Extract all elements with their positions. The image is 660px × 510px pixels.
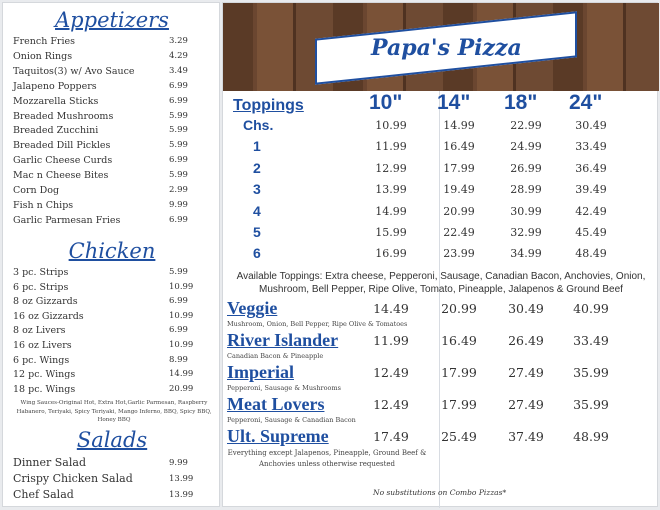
appetizers-item	[13, 95, 203, 108]
item-price: 6.99	[169, 155, 188, 166]
combo-price: 12.49	[373, 397, 409, 412]
price-cell: 30.49	[575, 119, 607, 132]
price-cell: 48.49	[575, 247, 607, 261]
combo-name: Ult. Supreme	[227, 426, 329, 446]
item-price: 9.99	[169, 199, 188, 210]
chicken-item	[13, 368, 203, 381]
combo-price: 27.49	[508, 397, 544, 412]
size-header: 24"	[569, 91, 603, 114]
price-cell: 26.99	[510, 161, 542, 175]
appetizers-item	[13, 139, 203, 152]
item-price: 10.99	[169, 340, 194, 350]
item-price: 5.99	[169, 140, 188, 151]
item-price: 5.99	[169, 267, 188, 277]
appetizers-item	[13, 110, 203, 123]
item-price: 6.99	[169, 214, 188, 225]
combo-price: 33.49	[573, 333, 609, 348]
price-cell: 16.49	[443, 140, 475, 154]
price-cell: 42.49	[575, 204, 607, 218]
price-cell: 13.99	[375, 183, 407, 197]
combo-description: Pepperoni, Sausage & Mushrooms	[227, 384, 341, 392]
combo-price: 17.49	[373, 429, 409, 444]
item-price: 2.99	[169, 185, 188, 195]
chicken-item	[13, 281, 203, 294]
appetizers-item	[13, 65, 203, 78]
price-cell: 24.99	[510, 140, 542, 154]
chicken-title: Chicken	[68, 239, 156, 263]
price-cell: 11.99	[375, 140, 407, 154]
combo-price: 35.99	[573, 397, 609, 412]
item-name: Chef Salad	[13, 488, 74, 501]
salads-title: Salads	[76, 428, 148, 452]
pizza-title: Papa's Pizza	[370, 35, 522, 61]
combo-description: Pepperoni, Sausage & Canadian Bacon	[227, 416, 356, 424]
combo-description: Mushroom, Onion, Bell Pepper, Ripe Olive & Tomatoes	[227, 320, 408, 328]
appetizers-item	[13, 35, 203, 48]
price-cell: 33.49	[575, 140, 607, 154]
price-cell: 22.99	[510, 119, 542, 132]
combo-price: 25.49	[441, 429, 477, 444]
item-name: Mac n Cheese Bites	[13, 170, 109, 182]
wing-sauces-note: Wing Sauces-Original Hot, Extra Hot,Garlic Parmesan, Raspberry Habanero, Teriyaki, Spicy Teriyaki, Mango Inferno, BBQ, Spicy BBQ, Honey BBQ	[16, 400, 212, 423]
item-price: 5.99	[169, 170, 188, 181]
salads-item	[13, 472, 203, 486]
item-price: 10.99	[169, 310, 194, 321]
combo-price: 35.99	[573, 365, 609, 380]
item-price: 5.99	[169, 125, 188, 136]
price-cell: 23.99	[443, 247, 475, 261]
combo-description: Everything except Jalapenos, Pineapple, Ground Beef & Anchovies unless otherwise requested	[227, 449, 427, 468]
item-price: 9.99	[169, 458, 188, 468]
item-name: Crispy Chicken Salad	[13, 472, 133, 485]
chicken-item	[13, 310, 203, 323]
item-name: Onion Rings	[13, 50, 73, 62]
price-cell: 36.49	[575, 161, 607, 175]
price-cell: 17.99	[443, 161, 475, 175]
left-menu-panel	[2, 2, 220, 507]
size-header: 10"	[369, 91, 403, 114]
combo-price: 12.49	[373, 365, 409, 380]
item-name: Garlic Parmesan Fries	[13, 214, 121, 226]
item-price: 13.99	[169, 474, 194, 484]
price-cell: 14.99	[375, 204, 407, 218]
item-name: 16 oz Gizzards	[13, 310, 84, 322]
item-price: 6.99	[169, 325, 188, 336]
item-price: 5.99	[169, 110, 188, 121]
appetizers-title: Appetizers	[55, 8, 169, 32]
chicken-item	[13, 339, 203, 352]
topping-count-label: 6	[253, 245, 261, 262]
item-name: 8 oz Gizzards	[13, 296, 78, 308]
topping-count-label: 1	[253, 138, 261, 155]
item-price: 3.49	[169, 65, 188, 76]
item-name: Corn Dog	[13, 185, 60, 196]
item-name: 18 pc. Wings	[13, 383, 76, 395]
item-name: 12 pc. Wings	[13, 369, 76, 381]
topping-count-label: 3	[253, 181, 261, 198]
combo-price: 40.99	[573, 301, 609, 316]
combo-name: Meat Lovers	[227, 394, 325, 414]
item-name: Fish n Chips	[13, 199, 74, 211]
chicken-item	[13, 383, 203, 396]
no-substitutions-note: No substitutions on Combo Pizzas*	[373, 488, 507, 497]
price-cell: 12.99	[375, 161, 407, 175]
combo-price: 20.99	[441, 301, 477, 316]
chicken-item	[13, 295, 203, 308]
appetizers-item	[13, 154, 203, 167]
combo-name: Imperial	[227, 362, 294, 382]
price-cell: 39.49	[575, 183, 607, 197]
price-cell: 16.99	[375, 247, 407, 261]
item-name: Jalapeno Poppers	[13, 80, 97, 92]
chicken-item	[13, 266, 203, 279]
price-cell: 22.49	[443, 226, 475, 239]
item-price: 10.99	[169, 281, 194, 292]
combo-price: 17.99	[441, 365, 477, 380]
combo-price: 16.49	[441, 333, 477, 348]
available-toppings: Available Toppings: Extra cheese, Pepperoni, Sausage, Canadian Bacon, Anchovies, Onion, Mushroom, Bell Pepper, Ripe Olive, Tomato, Pineapple, Jalapenos & Ground Beef	[236, 271, 646, 295]
combo-price: 30.49	[508, 301, 544, 316]
combo-price: 26.49	[508, 333, 544, 348]
salads-item	[13, 488, 203, 502]
item-price: 3.29	[169, 36, 188, 46]
combo-price: 14.49	[373, 301, 409, 316]
item-price: 4.29	[169, 50, 188, 61]
item-price: 13.99	[169, 490, 194, 500]
topping-count-label: 5	[253, 224, 261, 240]
item-name: Dinner Salad	[13, 456, 86, 469]
item-price: 6.99	[169, 296, 188, 307]
price-cell: 34.99	[510, 247, 542, 261]
topping-count-label: 2	[253, 159, 261, 176]
chicken-item	[13, 354, 203, 367]
price-cell: 15.99	[375, 226, 407, 239]
item-name: 6 pc. Wings	[13, 354, 70, 366]
combo-price: 37.49	[508, 429, 544, 444]
combo-name: Veggie	[227, 298, 278, 318]
item-name: Breaded Mushrooms	[13, 110, 114, 122]
price-cell: 32.99	[510, 226, 542, 239]
combo-description: Canadian Bacon & Pineapple	[227, 352, 324, 360]
item-name: 16 oz Livers	[13, 340, 72, 351]
appetizers-item	[13, 80, 203, 93]
item-price: 14.99	[169, 369, 194, 380]
price-cell: 20.99	[443, 204, 475, 218]
combo-price: 17.99	[441, 397, 477, 412]
item-name: 3 pc. Strips	[13, 267, 69, 278]
item-price: 8.99	[169, 354, 188, 365]
size-header: 14"	[437, 91, 471, 114]
price-cell: 10.99	[375, 119, 407, 132]
price-cell: 30.99	[510, 204, 542, 218]
appetizers-item	[13, 214, 203, 227]
pizza-panel	[222, 2, 658, 507]
price-cell: 28.99	[510, 183, 542, 197]
price-cell: 19.49	[443, 183, 475, 197]
toppings-header: Toppings	[233, 97, 304, 114]
item-price: 20.99	[169, 383, 194, 394]
topping-count-label: 4	[253, 202, 261, 219]
size-header: 18"	[504, 91, 538, 114]
appetizers-item	[13, 199, 203, 212]
appetizers-item	[13, 124, 203, 137]
item-name: Mozzarella Sticks	[13, 95, 99, 107]
combo-price: 11.99	[373, 333, 409, 348]
price-cell: 14.99	[443, 119, 475, 132]
chicken-item	[13, 324, 203, 337]
item-name: Breaded Dill Pickles	[13, 140, 111, 152]
item-name: 8 oz Livers	[13, 325, 66, 337]
salads-item	[13, 456, 203, 470]
appetizers-item	[13, 184, 203, 197]
item-name: Taquitos(3) w/ Avo Sauce	[13, 65, 135, 77]
combo-price: 48.99	[573, 429, 609, 444]
price-cell: 45.49	[575, 226, 607, 239]
combo-price: 27.49	[508, 365, 544, 380]
item-price: 6.99	[169, 80, 188, 91]
item-name: Breaded Zucchini	[13, 125, 99, 137]
combo-name: River Islander	[227, 330, 339, 350]
item-name: French Fries	[13, 36, 76, 47]
appetizers-item	[13, 169, 203, 182]
item-price: 6.99	[169, 95, 188, 106]
item-name: 6 pc. Strips	[13, 281, 69, 293]
item-name: Garlic Cheese Curds	[13, 155, 113, 167]
appetizers-item	[13, 50, 203, 63]
topping-count-label: Chs.	[243, 117, 274, 133]
